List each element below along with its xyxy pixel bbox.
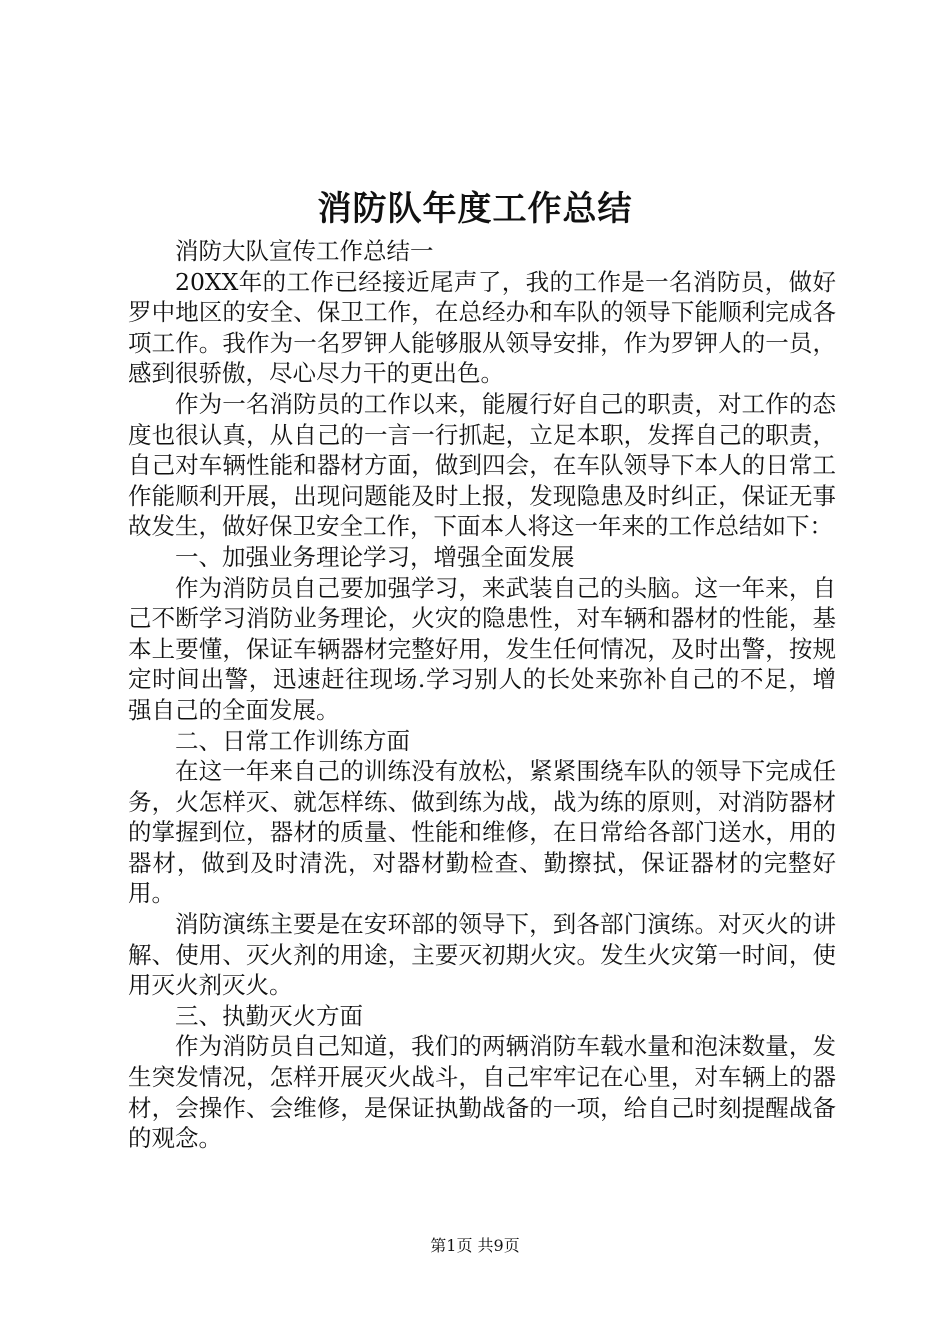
section-heading-2: 二、日常工作训练方面	[175, 726, 410, 755]
page-number: 第1页 共9页	[430, 1236, 520, 1255]
paragraph-study: 作为消防员自己要加强学习，来武装自己的头脑。这一年来，自己不断学习消防业务理论，火灾的隐患性，对车辆和器材的性能，基本上要懂，保证车辆器材完整好用，发生任何情况，及时出警，按规定时间出警，迅速赶往现场.学习别人的长处来弥补自己的不足，增强自己的全面发展。	[128, 573, 836, 724]
paragraph-duty: 作为消防员自己知道，我们的两辆消防车载水量和泡沫数量，发生突发情况，怎样开展灭火战斗，自己牢牢记在心里，对车辆上的器材，会操作、会维修，是保证执勤战备的一项，给自己时刻提醒战备的观念。	[128, 1032, 836, 1153]
paragraph-intro: 20XX年的工作已经接近尾声了，我的工作是一名消防员，做好罗中地区的安全、保卫工作，在总经办和车队的领导下能顺利完成各项工作。我作为一名罗钾人能够服从领导安排，作为罗钾人的一员，感到很骄傲，尽心尽力干的更出色。	[128, 267, 836, 388]
document-title: 消防队年度工作总结	[317, 189, 633, 229]
document-body	[128, 236, 836, 1154]
paragraph-subtitle: 消防大队宣传工作总结一	[175, 237, 434, 265]
section-heading-1: 一、加强业务理论学习，增强全面发展	[175, 542, 575, 571]
section-heading-3: 三、执勤灭火方面	[175, 1001, 363, 1030]
paragraph-drill: 消防演练主要是在安环部的领导下，到各部门演练。对灭火的讲解、使用、灭火剂的用途，主要灭初期火灾。发生火灾第一时间，使用灭火剂灭火。	[128, 910, 836, 1000]
paragraph-duties: 作为一名消防员的工作以来，能履行好自己的职责，对工作的态度也很认真，从自己的一言一行抓起，立足本职，发挥自己的职责，自己对车辆性能和器材方面，做到四会，在车队领导下本人的日常工作能顺利开展，出现问题能及时上报，发现隐患及时纠正，保证无事故发生，做好保卫安全工作，下面本人将这一年来的工作总结如下：	[128, 389, 836, 541]
paragraph-training: 在这一年来自己的训练没有放松，紧紧围绕车队的领导下完成任务，火怎样灭、就怎样练、做到练为战，战为练的原则，对消防器材的掌握到位，器材的质量、性能和维修，在日常给各部门送水，用的器材，做到及时清洗，对器材勤检查、勤擦拭，保证器材的完整好用。	[128, 757, 836, 908]
